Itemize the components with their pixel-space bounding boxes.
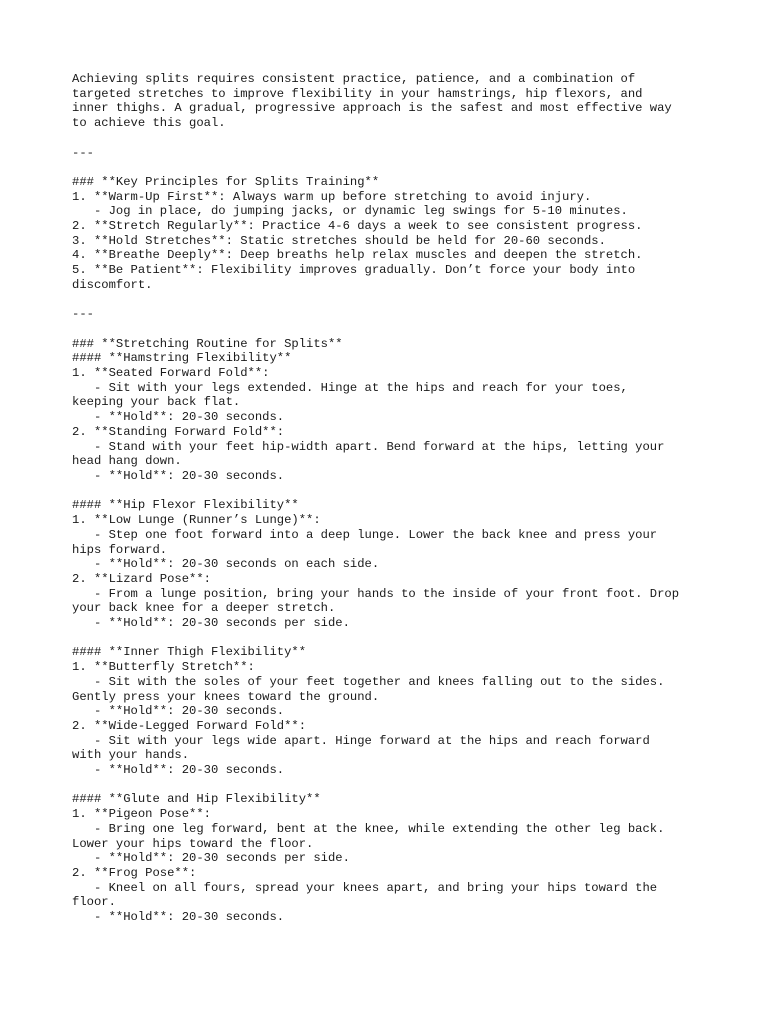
list-subitem: - **Hold**: 20-30 seconds. <box>72 468 285 483</box>
text-line: keeping your back flat. <box>72 395 241 410</box>
list-subitem: - **Hold**: 20-30 seconds on each side. <box>72 557 380 572</box>
document-page <box>72 72 712 925</box>
list-item: 2. **Wide-Legged Forward Fold**: <box>72 718 307 733</box>
text-line: Lower your hips toward the floor. <box>72 836 314 851</box>
list-subitem: - **Hold**: 20-30 seconds. <box>72 763 285 778</box>
subsection-heading: #### **Hamstring Flexibility** <box>72 351 292 366</box>
list-item: 3. **Hold Stretches**: Static stretches should be held for 20-60 seconds. <box>72 233 606 248</box>
list-subitem: - Bring one leg forward, bent at the knee, while extending the other leg back. <box>72 821 665 836</box>
list-subitem: - **Hold**: 20-30 seconds per side. <box>72 616 350 631</box>
list-subitem: - **Hold**: 20-30 seconds. <box>72 410 285 425</box>
list-item: 1. **Butterfly Stretch**: <box>72 660 255 675</box>
list-item: 2. **Standing Forward Fold**: <box>72 424 285 439</box>
list-subitem: - Sit with your legs wide apart. Hinge forward at the hips and reach forward <box>72 733 650 748</box>
text-line: your back knee for a deeper stretch. <box>72 601 336 616</box>
document-text <box>72 72 712 925</box>
list-item: 2. **Frog Pose**: <box>72 865 197 880</box>
subsection-heading: #### **Glute and Hip Flexibility** <box>72 792 321 807</box>
text-line: floor. <box>72 895 116 910</box>
list-subitem: - Sit with the soles of your feet together and knees falling out to the sides. <box>72 674 665 689</box>
subsection-heading: #### **Inner Thigh Flexibility** <box>72 645 307 660</box>
list-subitem: - Step one foot forward into a deep lunge. Lower the back knee and press your <box>72 527 658 542</box>
list-item: 5. **Be Patient**: Flexibility improves gradually. Don’t force your body into <box>72 263 636 278</box>
list-subitem: - **Hold**: 20-30 seconds per side. <box>72 851 350 866</box>
list-subitem: - Jog in place, do jumping jacks, or dynamic leg swings for 5-10 minutes. <box>72 204 628 219</box>
list-item: 1. **Low Lunge (Runner’s Lunge)**: <box>72 513 321 528</box>
text-line: discomfort. <box>72 277 153 292</box>
section-divider: --- <box>72 145 94 160</box>
list-item: 1. **Pigeon Pose**: <box>72 807 211 822</box>
text-line: head hang down. <box>72 454 182 469</box>
list-item: 1. **Seated Forward Fold**: <box>72 366 270 381</box>
section-heading: ### **Key Principles for Splits Training** <box>72 174 380 189</box>
section-divider: --- <box>72 307 94 322</box>
text-line: targeted stretches to improve flexibility in your hamstrings, hip flexors, and <box>72 86 643 101</box>
list-subitem: - **Hold**: 20-30 seconds. <box>72 910 285 925</box>
list-item: 2. **Lizard Pose**: <box>72 571 211 586</box>
text-line: with your hands. <box>72 748 190 763</box>
text-line: hips forward. <box>72 542 168 557</box>
text-line: inner thighs. A gradual, progressive approach is the safest and most effective way <box>72 101 672 116</box>
list-subitem: - Sit with your legs extended. Hinge at the hips and reach for your toes, <box>72 380 628 395</box>
text-line: Achieving splits requires consistent practice, patience, and a combination of <box>72 72 636 86</box>
list-item: 2. **Stretch Regularly**: Practice 4-6 days a week to see consistent progress. <box>72 219 643 234</box>
list-subitem: - From a lunge position, bring your hands to the inside of your front foot. Drop <box>72 586 680 601</box>
list-subitem: - Kneel on all fours, spread your knees apart, and bring your hips toward the <box>72 880 658 895</box>
subsection-heading: #### **Hip Flexor Flexibility** <box>72 498 299 513</box>
section-heading: ### **Stretching Routine for Splits** <box>72 336 343 351</box>
list-item: 1. **Warm-Up First**: Always warm up before stretching to avoid injury. <box>72 189 592 204</box>
list-subitem: - **Hold**: 20-30 seconds. <box>72 704 285 719</box>
text-line: to achieve this goal. <box>72 116 226 131</box>
list-item: 4. **Breathe Deeply**: Deep breaths help relax muscles and deepen the stretch. <box>72 248 643 263</box>
list-subitem: - Stand with your feet hip-width apart. Bend forward at the hips, letting your <box>72 439 665 454</box>
text-line: Gently press your knees toward the ground. <box>72 689 380 704</box>
